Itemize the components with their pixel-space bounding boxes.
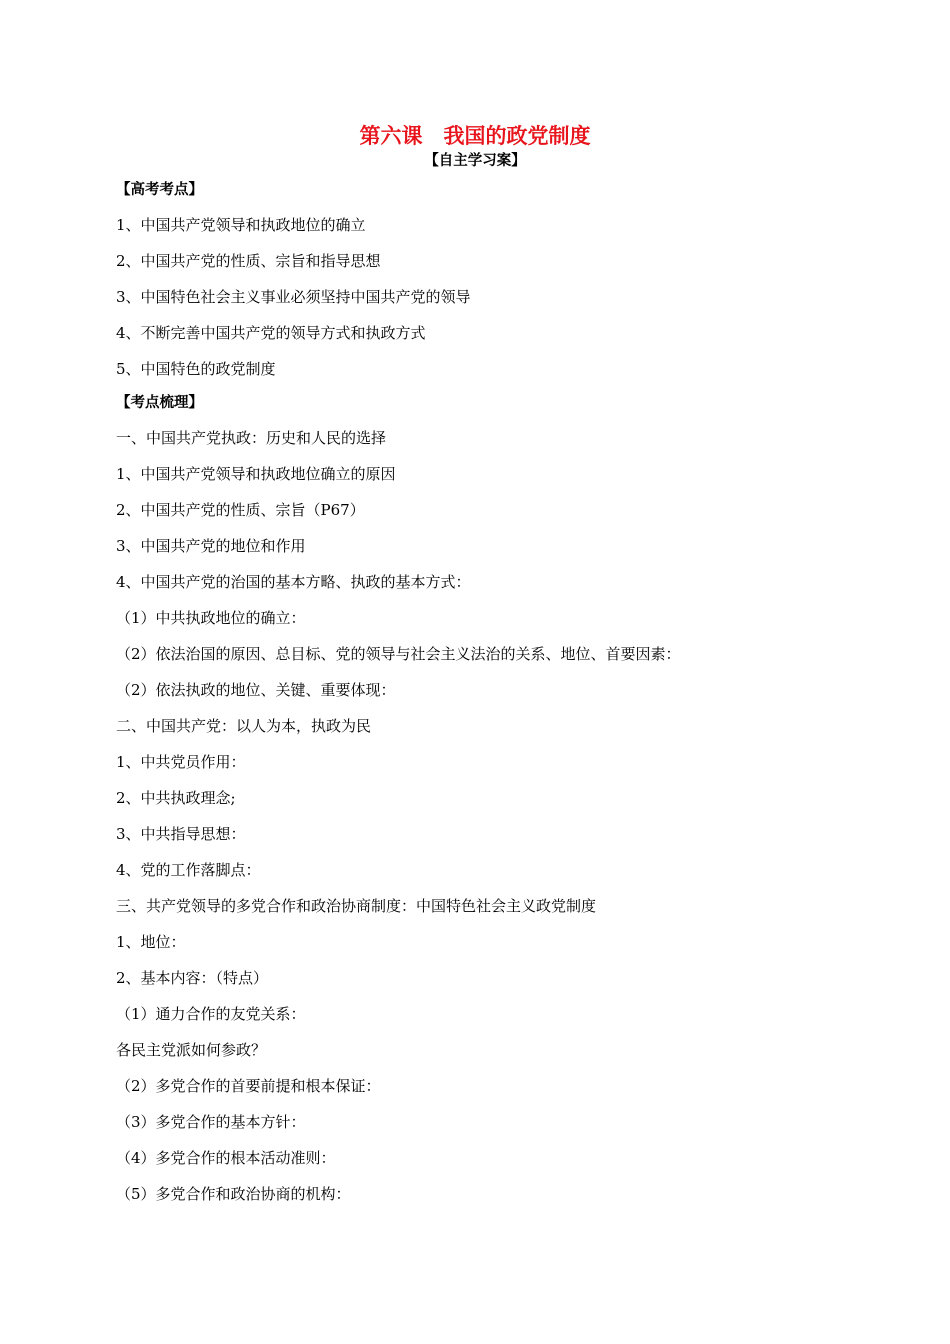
text-line: 4、中国共产党的治国的基本方略、执政的基本方式：	[116, 573, 471, 591]
text-line: 2、中国共产党的性质、宗旨（P67）	[116, 501, 365, 519]
text-line: （2）依法执政的地位、关键、重要体现：	[116, 681, 396, 699]
text-line: 一、中国共产党执政：历史和人民的选择	[116, 429, 387, 447]
text-line: 三、共产党领导的多党合作和政治协商制度：中国特色社会主义政党制度	[116, 897, 597, 915]
text-line: （5）多党合作和政治协商的机构：	[116, 1185, 351, 1203]
text-line: 1、地位：	[116, 933, 186, 951]
text-line: 5、中国特色的政党制度	[116, 360, 276, 378]
text-line: （2）多党合作的首要前提和根本保证：	[116, 1077, 381, 1095]
text-line: （2）依法治国的原因、总目标、党的领导与社会主义法治的关系、地位、首要因素：	[116, 645, 681, 663]
text-line: 2、中共执政理念;	[116, 789, 236, 807]
text-line: 2、中国共产党的性质、宗旨和指导思想	[116, 252, 381, 270]
document-subtitle: 【自主学习案】	[424, 153, 526, 169]
text-line: （1）中共执政地位的确立：	[116, 609, 306, 627]
section-heading: 【高考考点】	[116, 182, 203, 198]
text-line: 4、不断完善中国共产党的领导方式和执政方式	[116, 324, 426, 342]
text-line: 4、党的工作落脚点：	[116, 861, 261, 879]
text-line: 2、基本内容：（特点）	[116, 969, 269, 987]
text-line: 1、中国共产党领导和执政地位的确立	[116, 216, 366, 234]
section-heading: 【考点梳理】	[116, 395, 203, 411]
document-body	[116, 174, 896, 1212]
document-title: 第六课 我国的政党制度	[359, 124, 591, 148]
text-line: 3、中共指导思想：	[116, 825, 246, 843]
text-line: （1）通力合作的友党关系：	[116, 1005, 306, 1023]
text-line: 3、中国共产党的地位和作用	[116, 537, 306, 555]
text-line: （4）多党合作的根本活动准则：	[116, 1149, 336, 1167]
text-line: 二、中国共产党：以人为本，执政为民	[116, 717, 372, 735]
text-line: 1、中共党员作用：	[116, 753, 246, 771]
text-line: 各民主党派如何参政？	[116, 1041, 267, 1059]
text-line: 3、中国特色社会主义事业必须坚持中国共产党的领导	[116, 288, 471, 306]
text-line: （3）多党合作的基本方针：	[116, 1113, 306, 1131]
text-line: 1、中国共产党领导和执政地位确立的原因	[116, 465, 396, 483]
